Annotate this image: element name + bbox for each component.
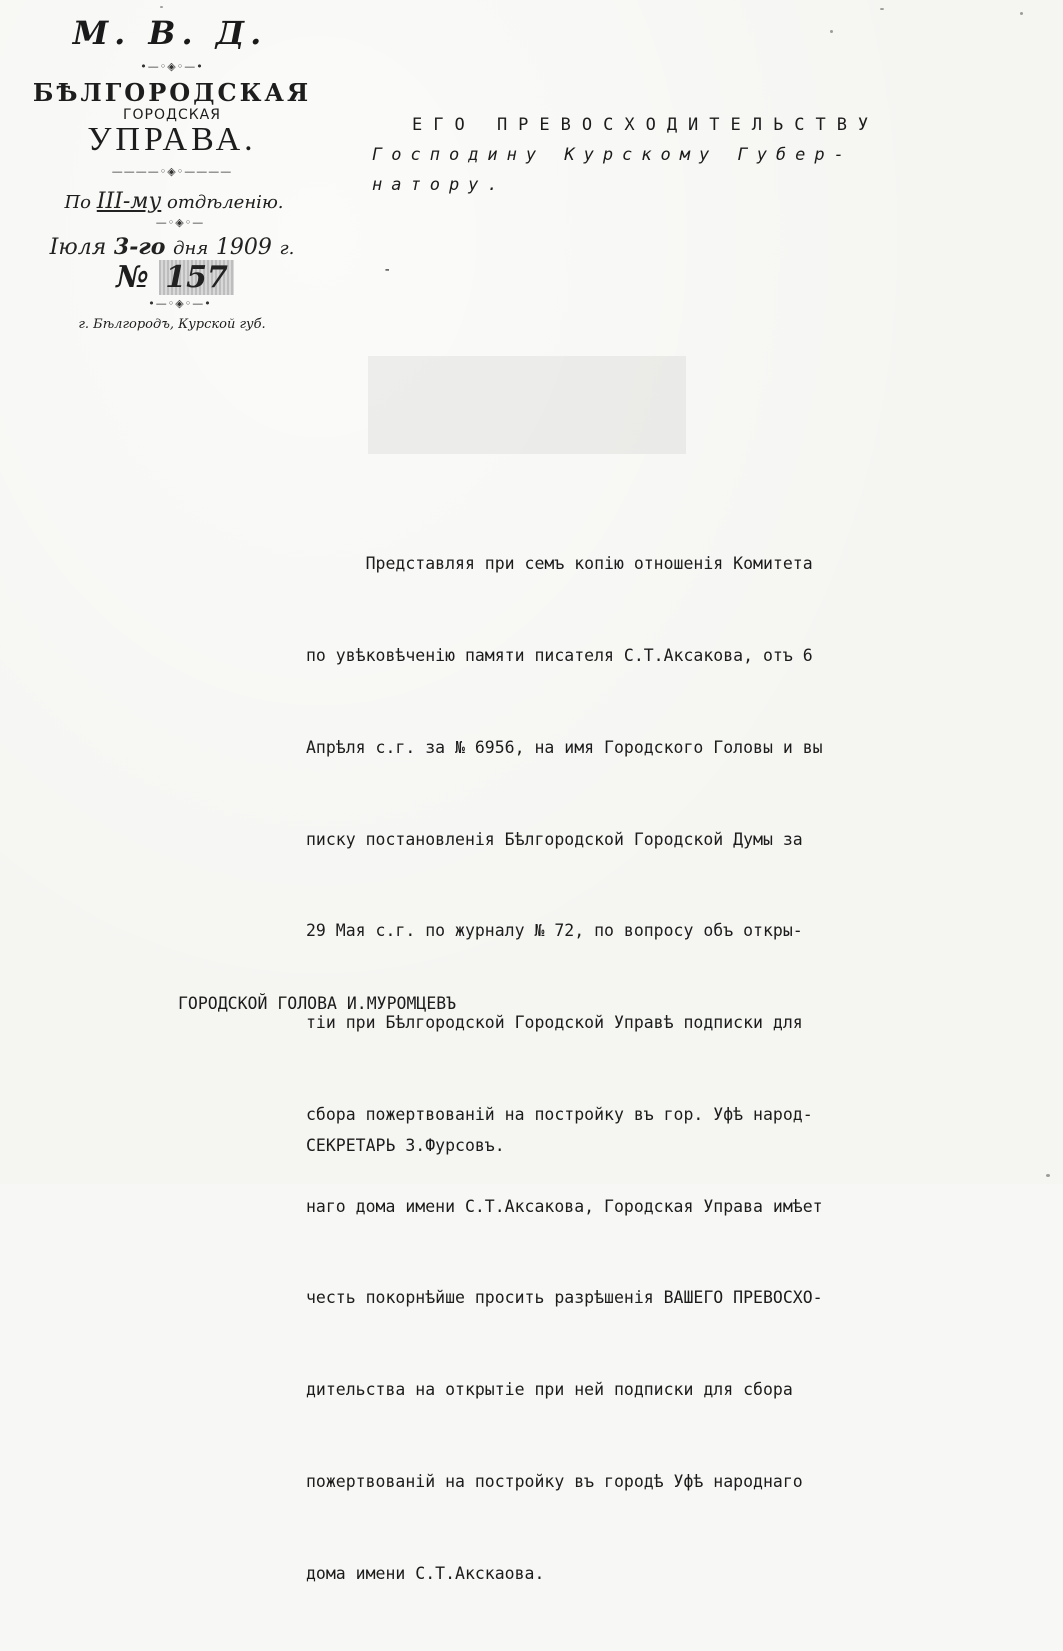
- addressee-line-2: Господину Курскому Губер-: [372, 145, 853, 165]
- body-line: 29 Мая с.г. по журналу № 72, по вопросу объ откры-: [306, 921, 803, 941]
- date-month-handwritten: Іюля: [49, 235, 107, 260]
- body-line: Апрѣля с.г. за № 6956, на имя Городского Головы и вы: [306, 737, 823, 757]
- department-prefix: По: [64, 192, 92, 213]
- scan-speck: [1020, 12, 1023, 15]
- ornament-divider-mid: —◦◈◦—: [155, 216, 205, 229]
- ministry-initials: М. В. Д.: [72, 14, 268, 52]
- letterhead: [0, 14, 330, 332]
- number-handwritten: 157: [159, 260, 234, 295]
- date-suffix: г.: [279, 238, 295, 259]
- number-sign: №: [116, 260, 149, 295]
- department-suffix: отдѣленію.: [167, 192, 284, 213]
- body-line: дительства на открытіе при ней подписки для сбора: [306, 1380, 793, 1400]
- body-line: дома имени С.Т.Акскаова.: [306, 1563, 545, 1583]
- outgoing-number: [20, 260, 330, 295]
- date-day-handwritten: 3-го: [113, 234, 166, 260]
- department-number-handwritten: III-му: [96, 189, 162, 214]
- body-line: наго дома имени С.Т.Аксакова, Городская Управа имѣет: [306, 1196, 823, 1216]
- body-line: Представляя при семъ копію отношенія Комитета: [306, 554, 813, 574]
- place-line: г. Бѣлгородъ, Курской губ.: [78, 317, 266, 332]
- scan-speck: [830, 30, 833, 33]
- scan-speck: [160, 6, 163, 8]
- addressee-line-3: натору.: [372, 175, 507, 195]
- city-subtitle: ГОРОДСКАЯ: [123, 107, 221, 123]
- date-year-handwritten: 1909: [215, 235, 272, 260]
- body-line: честь покорнѣйше просить разрѣшенія ВАШЕГО ПРЕВОСХО-: [306, 1288, 823, 1308]
- ornament-divider-bottom: •—◦◈◦—•: [148, 297, 212, 310]
- city-name: БѢЛГОРОДСКАЯ: [32, 78, 312, 107]
- board-name: УПРАВА.: [87, 121, 257, 158]
- date-mid: дня: [173, 238, 209, 259]
- dash-mark: -: [383, 262, 392, 278]
- date-line: [14, 232, 330, 260]
- body-line: писку постановленія Бѣлгородской Городской Думы за: [306, 829, 803, 849]
- addressee-block: [372, 110, 1012, 200]
- ornament-divider-wide: ————◦◈◦————: [111, 165, 233, 178]
- signature-mayor: ГОРОДСКОЙ ГОЛОВА И.МУРОМЦЕВЪ: [178, 994, 457, 1013]
- letter-body: [306, 488, 1026, 1651]
- scan-speck: [880, 8, 884, 10]
- body-line: по увѣковѣченію памяти писателя С.Т.Аксакова, отъ 6: [306, 645, 813, 665]
- ornament-divider: •—◦◈◦—•: [140, 60, 204, 73]
- addressee-title: ЕГО ПРЕВОСХОДИТЕЛЬСТВУ: [412, 115, 880, 135]
- redacted-area: [368, 356, 686, 454]
- body-line: тіи при Бѣлгородской Городской Управѣ подписки для: [306, 1013, 803, 1033]
- department-line: [18, 189, 330, 214]
- body-line: пожертвованій на постройку въ городѣ Уфѣ народнаго: [306, 1472, 803, 1491]
- scan-speck: [1046, 1174, 1050, 1177]
- signature-secretary: СЕКРЕТАРЬ З.Фурсовъ.: [306, 1136, 505, 1155]
- body-line: сбора пожертвованій на постройку въ гор. Уфѣ народ-: [306, 1104, 813, 1124]
